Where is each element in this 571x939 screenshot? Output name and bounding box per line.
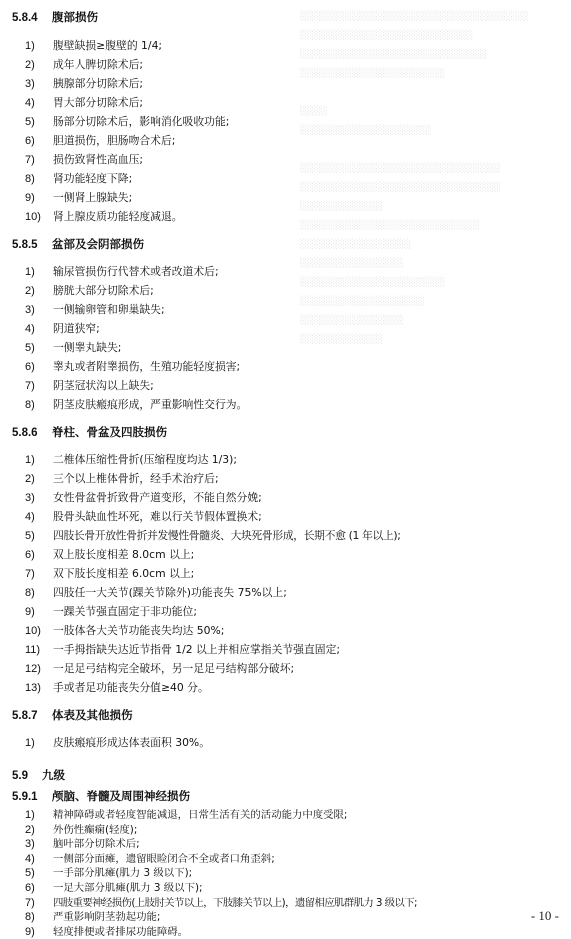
section-title: 盆部及会阴部损伤 bbox=[52, 237, 144, 251]
list-item: 1) 二椎体压缩性骨折(压缩程度均达 1/3); bbox=[25, 453, 238, 466]
list-item: 6) 双上肢长度相差 8.0cm 以上; bbox=[25, 548, 195, 561]
list-item: 7) 阴茎冠状沟以上缺失; bbox=[25, 379, 154, 392]
list-item: 11) 一手拇指缺失达近节指骨 1/2 以上并相应掌指关节强直固定; bbox=[25, 643, 341, 656]
list-item: 10) 肾上腺皮质功能轻度减退。 bbox=[25, 210, 183, 223]
list-item: 2) 三个以上椎体骨折，经手术治疗后; bbox=[25, 472, 219, 485]
section-heading: 5.8.6 脊柱、骨盆及四肢损伤 bbox=[12, 425, 167, 439]
list-item: 6) 睾丸或者附睾损伤，生殖功能轻度损害; bbox=[25, 360, 241, 373]
section-heading: 5.8.7 体表及其他损伤 bbox=[12, 708, 133, 722]
list-item: 4) 股骨头缺血性坏死，难以行关节假体置换术; bbox=[25, 510, 262, 523]
section-title: 九级 bbox=[42, 768, 65, 782]
list-item: 2) 成年人脾切除术后; bbox=[25, 58, 144, 71]
list-item: 3) 脑叶部分切除术后; bbox=[25, 838, 140, 851]
list-item: 3) 一侧输卵管和卵巢缺失; bbox=[25, 303, 165, 316]
section-title: 腹部损伤 bbox=[52, 10, 98, 24]
list-item: 7) 四肢重要神经损伤(上肢肘关节以上，下肢膝关节以上)，遗留相应肌群肌力 3 级以下; bbox=[25, 896, 417, 909]
list-item: 4) 胃大部分切除术后; bbox=[25, 96, 144, 109]
section-heading: 5.8.5 盆部及会阴部损伤 bbox=[12, 237, 144, 251]
list-item: 1) 腹壁缺损≥腹壁的 1/4; bbox=[25, 39, 163, 52]
list-item: 5) 一侧睾丸缺失; bbox=[25, 341, 122, 354]
list-item: 10) 一肢体各大关节功能丧失均达 50%; bbox=[25, 624, 225, 637]
bleed-through-texture: ░░░░░░░░░░░░░░░░░░░░░░░░░░░░░░░░░ ░░░░░░░░░░░░░░░░░░░░░░░░░ ░░░░░░░░░░░░░░░░░░░░░░░░░░░ ░░░░░░░░░░░░░░░░░░░░░ ░░░░ ░░░░░░░░░░░░░░░░░░░ ░░░░░░░░░░░░░░░░░░░░░░░░░░░░░ ░░░░░░░░░░░░░░░░░░░░░░░░░░░░░ ░░░░░░░░░░░░ ░░░░░░░░░░░░░░░░░░░░░░░░░░ ░░░░░░░░░░░░░░░░ ░░░░░░░░░░░░░░░ ░░░░░░░░░░░░░░░░░░░░░ ░░░░░░░░░░░░░░░░░░ ░░░░░░░░░░░░░░░ ░░░░░░░░░░░░ bbox=[300, 12, 529, 345]
list-item: 5) 四肢长骨开放性骨折并发慢性骨髓炎、大块死骨形成，长期不愈 (1 年以上); bbox=[25, 529, 401, 542]
list-item: 2) 膀胱大部分切除术后; bbox=[25, 284, 154, 297]
list-item: 3) 胰腺部分切除术后; bbox=[25, 77, 144, 90]
section-heading: 5.9.1 颅脑、脊髓及周围神经损伤 bbox=[12, 789, 190, 803]
section-title: 体表及其他损伤 bbox=[52, 708, 133, 722]
list-item: 5) 肠部分切除术后，影响消化吸收功能; bbox=[25, 115, 230, 128]
list-item: 7) 双下肢长度相差 6.0cm 以上; bbox=[25, 567, 195, 580]
list-item: 8) 阴茎皮肤瘢痕形成，严重影响性交行为。 bbox=[25, 398, 248, 411]
list-item: 6) 一足大部分肌瘫(肌力 3 级以下); bbox=[25, 882, 203, 894]
list-item: 9) 一侧肾上腺缺失; bbox=[25, 191, 133, 204]
chapter-heading: 5.9 九级 bbox=[12, 768, 65, 782]
list-item: 1) 精神障碍或者轻度智能减退，日常生活有关的活动能力中度受限; bbox=[25, 809, 348, 821]
section-heading: 5.8.4 腹部损伤 bbox=[12, 10, 98, 24]
page-number: - 10 - bbox=[530, 908, 559, 923]
list-item: 8) 严重影响阴茎勃起功能; bbox=[25, 911, 161, 924]
list-item: 7) 损伤致肾性高血压; bbox=[25, 153, 144, 166]
list-item: 6) 胆道损伤，胆肠吻合术后; bbox=[25, 134, 176, 147]
list-item: 8) 四肢任一大关节(踝关节除外)功能丧失 75%以上; bbox=[25, 586, 287, 599]
list-item: 4) 阴道狭窄; bbox=[25, 322, 100, 335]
list-item: 4) 一侧部分面瘫，遗留眼睑闭合不全或者口角歪斜; bbox=[25, 852, 275, 865]
list-item: 3) 女性骨盆骨折致骨产道变形，不能自然分娩; bbox=[25, 491, 262, 504]
list-item: 12) 一足足弓结构完全破坏，另一足足弓结构部分破坏; bbox=[25, 662, 295, 675]
section-title: 脊柱、骨盆及四肢损伤 bbox=[52, 425, 167, 439]
list-item: 2) 外伤性癫痫(轻度); bbox=[25, 823, 138, 836]
list-item: 5) 一手部分肌瘫(肌力 3 级以下); bbox=[25, 867, 193, 880]
list-item: 9) 轻度排便或者排尿功能障碍。 bbox=[25, 925, 189, 938]
list-item: 9) 一踝关节强直固定于非功能位; bbox=[25, 605, 197, 618]
section-title: 颅脑、脊髓及周围神经损伤 bbox=[52, 789, 190, 803]
list-item: 13) 手或者足功能丧失分值≥40 分。 bbox=[25, 681, 209, 694]
list-item: 1) 皮肤瘢痕形成达体表面积 30%。 bbox=[25, 736, 210, 749]
list-item: 1) 输尿管损伤行代替术或者改道术后; bbox=[25, 265, 219, 278]
list-item: 8) 肾功能轻度下降; bbox=[25, 172, 133, 185]
